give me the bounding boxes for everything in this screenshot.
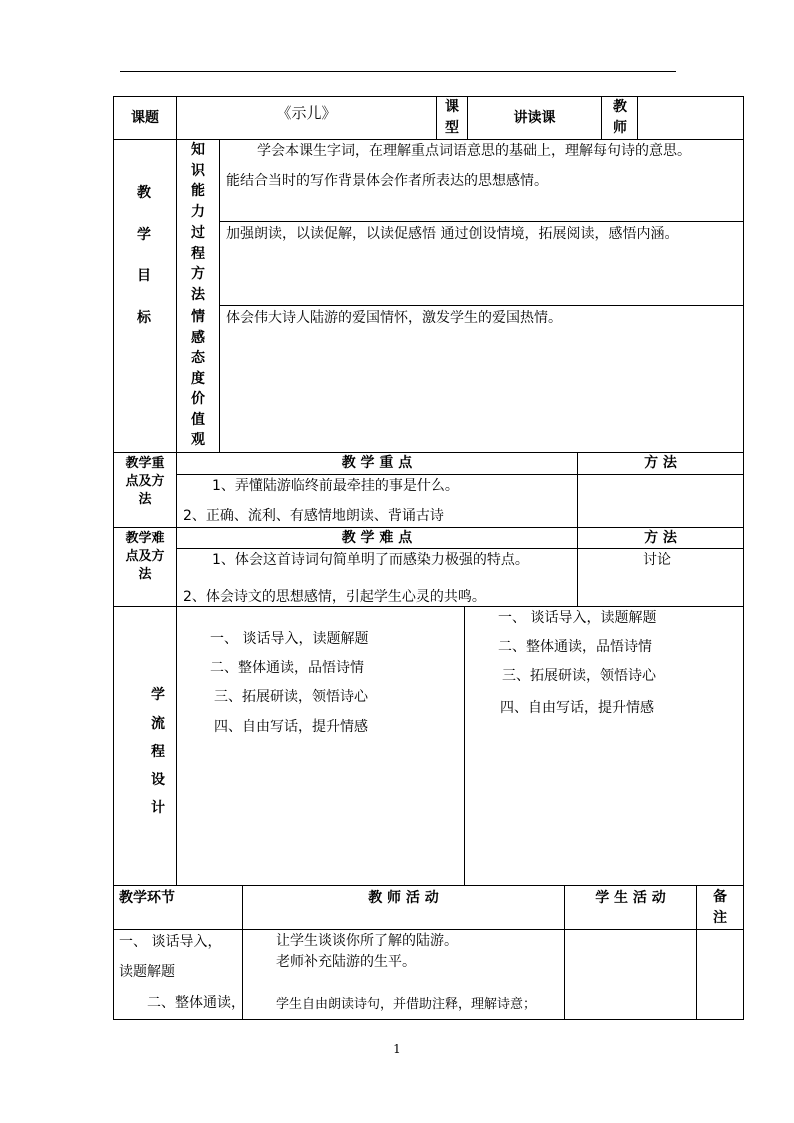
teacher-activity-1: 让学生谈谈你所了解的陆游。 (276, 933, 458, 949)
student-activity-header: 学 生 活 动 (595, 890, 666, 906)
flow-label-5: 计 (151, 800, 165, 816)
flow-right-1: 一、 谈话导入，读题解题 (498, 610, 657, 626)
flow-label-2: 流 (151, 716, 165, 732)
flow-label-3: 程 (151, 744, 165, 760)
difficult-method: 讨论 (643, 552, 671, 568)
difficult-method-header: 方 法 (644, 530, 677, 546)
page-number: 1 (393, 1042, 401, 1056)
key-points-header: 教 学 重 点 (341, 455, 413, 471)
flow-left-4: 四、自由写话，提升情感 (214, 719, 368, 735)
key-method-header: 方 法 (644, 455, 677, 471)
goal-emotion-line-1: 体会伟大诗人陆游的爱国情怀，激发学生的爱国热情。 (226, 310, 562, 326)
step-1a: 一、 谈话导入， (119, 934, 222, 950)
key-point-2: 2、正确、流利、有感情地朗读、背诵古诗 (183, 508, 444, 524)
step-1b: 读题解题 (119, 964, 175, 980)
flow-left-1: 一、 谈话导入，读题解题 (210, 631, 369, 647)
teacher-activity-header: 教 师 活 动 (368, 890, 439, 906)
goal-knowledge-label: 知 识 能 力 (191, 142, 205, 220)
note-header: 备 注 (713, 889, 727, 926)
lesson-type: 讲读课 (513, 110, 556, 126)
lesson-title: 《示儿》 (276, 104, 337, 122)
goal-knowledge-line-1: 学会本课生字词，在理解重点词语意思的基础上，理解每句诗的意思。 (257, 143, 691, 159)
step-2: 二、整体通读， (147, 995, 245, 1011)
difficult-point-1: 1、体会这首诗词句简单明了而感染力极强的特点。 (212, 552, 529, 568)
difficult-point-2: 2、体会诗文的思想感情，引起学生心灵的共鸣。 (183, 589, 486, 605)
goals-label-4: 标 (137, 310, 151, 326)
goals-label-3: 目 (137, 268, 151, 284)
goal-process-line-1: 加强朗读，以读促解，以读促感悟 通过创设情境，拓展阅读，感悟内涵。 (226, 226, 679, 242)
title-label: 课题 (131, 110, 159, 126)
flow-label-1: 学 (151, 687, 165, 703)
goal-process-label: 过 程 方 法 (191, 225, 205, 303)
flow-right-4: 四、自由写话，提升情感 (500, 700, 654, 716)
flow-right-2: 二、整体通读，品悟诗情 (498, 639, 652, 655)
step-header: 教学环节 (119, 890, 175, 906)
key-point-1: 1、弄懂陆游临终前最牵挂的事是什么。 (212, 478, 459, 494)
type-label: 课 型 (445, 99, 459, 136)
difficult-points-header: 教 学 难 点 (341, 530, 413, 546)
flow-left-3: 三、拓展研读，领悟诗心 (214, 689, 368, 705)
flow-right-3: 三、拓展研读，领悟诗心 (502, 668, 656, 684)
teacher-activity-2: 老师补充陆游的生平。 (276, 954, 416, 970)
flow-left-2: 二、整体通读，品悟诗情 (210, 660, 364, 676)
header-rule (120, 71, 676, 72)
goal-emotion-label: 情 感 态 度 价 值 观 (191, 309, 205, 448)
teacher-activity-3: 学生自由朗读诗句，并借助注释，理解诗意； (276, 997, 537, 1012)
teacher-label: 教 师 (613, 99, 627, 136)
key-points-label: 教学重 点及方 法 (125, 456, 165, 507)
goal-knowledge-line-2: 能结合当时的写作背景体会作者所表达的思想感情。 (226, 173, 548, 189)
goals-label-1: 教 (137, 185, 151, 201)
difficult-points-label: 教学难 点及方 法 (125, 531, 165, 582)
flow-label-4: 设 (151, 772, 165, 788)
goals-label-2: 学 (137, 227, 151, 243)
